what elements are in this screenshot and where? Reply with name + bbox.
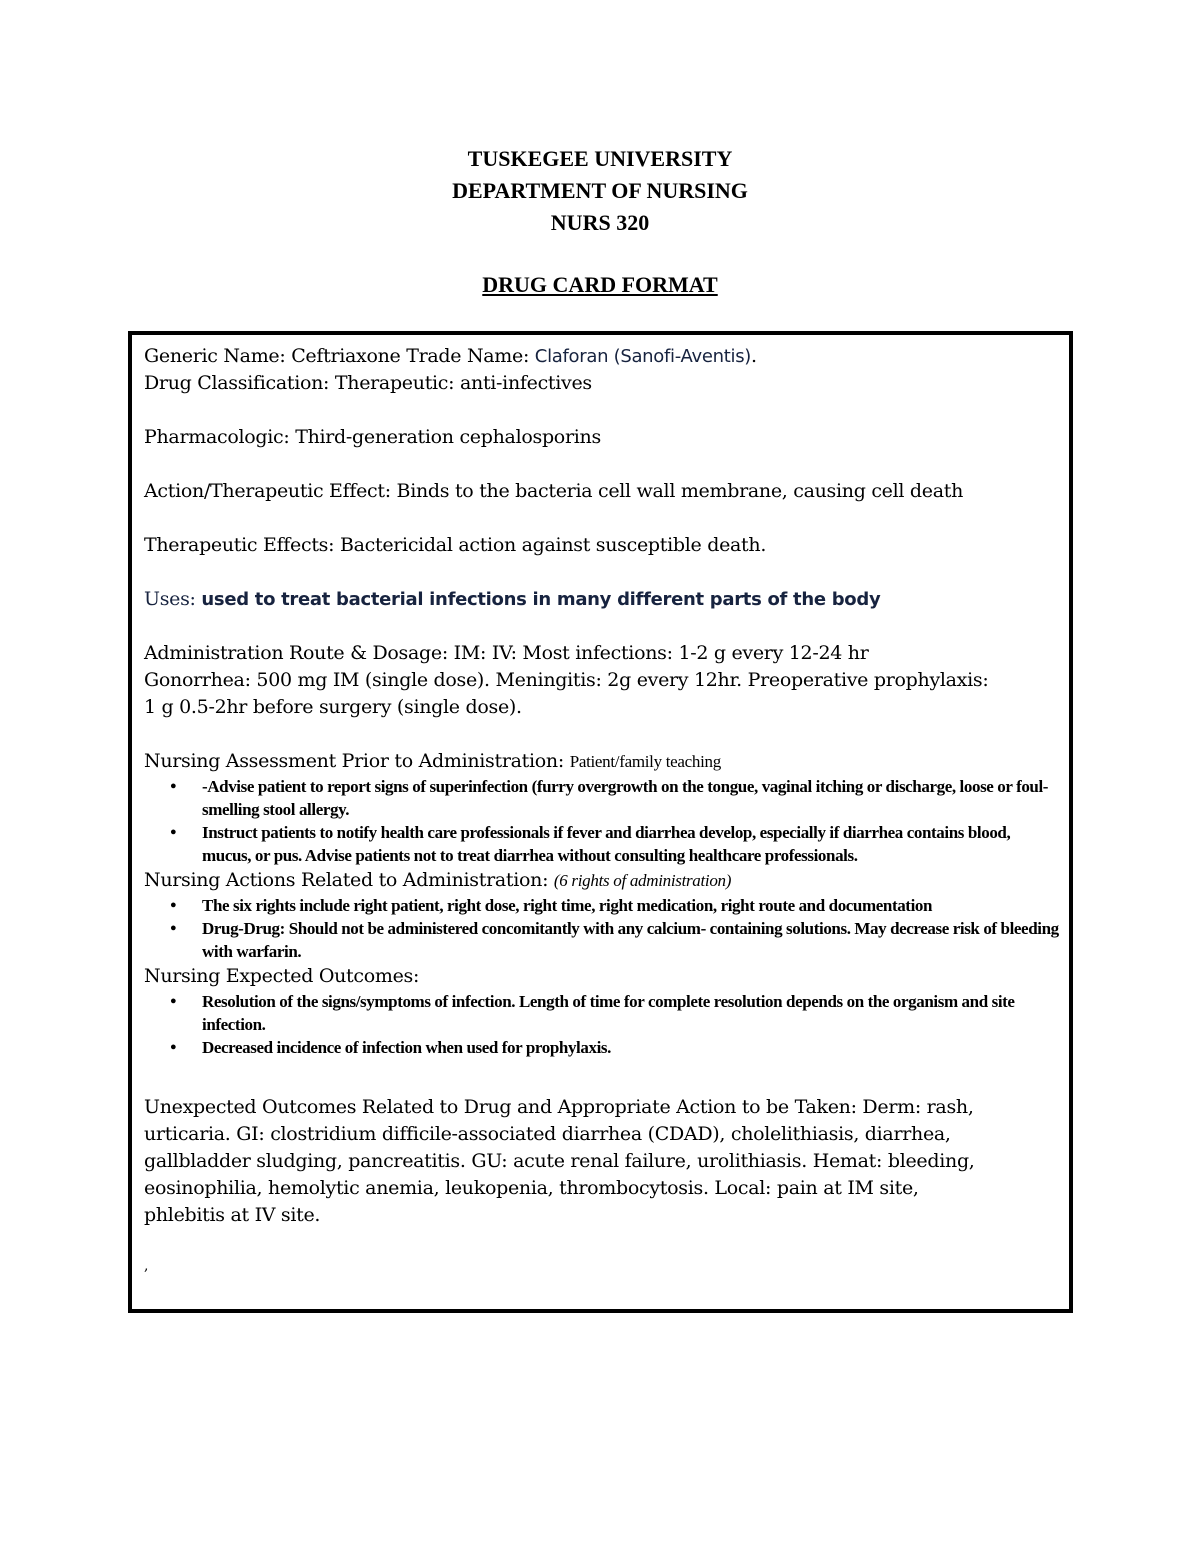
list-item: ● -Advise patient to report signs of superinfection (furry overgrowth on the tongue, vaginal itching or discharge, loose or foul-smelling stool allergy. [202,775,1059,821]
list-item: ● Drug-Drug: Should not be administered concomitantly with any calcium- containing solutions. May decrease risk of bleeding with warfarin. [202,917,1059,963]
uses-value: used to treat bacterial infections in many different parts of the body [201,589,881,610]
document-title: DRUG CARD FORMAT [482,272,718,297]
drug-classification: Drug Classification: Therapeutic: anti-infectives [144,372,592,394]
unexpected-line-5: phlebitis at IV site. [144,1204,321,1226]
list-item: ● Decreased incidence of infection when used for prophylaxis. [202,1036,1059,1059]
department-name: DEPARTMENT OF NURSING [452,178,748,203]
list-item: ● The six rights include right patient, right dose, right time, right medication, right route and documentation [202,894,1059,917]
generic-name-text: Generic Name: Ceftriaxone Trade Name: [144,345,535,367]
therapeutic-effects: Therapeutic Effects: Bactericidal action against susceptible death. [144,534,767,556]
course-code: NURS 320 [550,210,650,235]
assessment-heading [144,748,1059,775]
administration-line-3: 1 g 0.5-2hr before surgery (single dose). [144,696,522,718]
pharmacologic-class: Pharmacologic: Third-generation cephalosporins [144,426,601,448]
document-header [0,143,1200,301]
actions-heading [144,867,1059,894]
unexpected-line-4: eosinophilia, hemolytic anemia, leukopenia, thrombocytosis. Local: pain at IM site, [144,1177,919,1199]
administration-line-2: Gonorrhea: 500 mg IM (single dose). Meningitis: 2g every 12hr. Preoperative prophylaxis: [144,669,989,691]
uses-line [144,586,1059,613]
list-item: ● Resolution of the signs/symptoms of infection. Length of time for complete resolution depends on the organism and site infection. [202,990,1059,1036]
generic-trade-line [144,343,1059,370]
trailing-mark: , [144,1258,149,1274]
unexpected-outcomes [144,1094,1059,1229]
actions-note: (6 rights of administration) [553,871,732,890]
university-name: TUSKEGEE UNIVERSITY [467,146,733,171]
uses-label: Uses: [144,588,202,610]
actions-list [144,894,1059,963]
expected-outcomes-heading: Nursing Expected Outcomes: [144,965,420,987]
expected-outcomes-list [144,990,1059,1059]
list-item: ● Instruct patients to notify health care professionals if fever and diarrhea develop, especially if diarrhea contains blood, mucus, or pus. Advise patients not to treat diarrhea without consulting healthcare professionals. [202,821,1059,867]
assessment-label: Nursing Assessment Prior to Administration: [144,750,570,772]
drug-card [128,331,1073,1313]
assessment-list [144,775,1059,867]
assessment-note: Patient/family teaching [569,752,721,771]
trade-name-value: Claforan (Sanofi-Aventis) [534,346,751,367]
drug-card-content [144,343,1059,1276]
trade-name-suffix: . [751,345,757,367]
action-therapeutic-effect: Action/Therapeutic Effect: Binds to the bacteria cell wall membrane, causing cell death [144,480,964,502]
administration-line-1: Administration Route & Dosage: IM: IV: Most infections: 1-2 g every 12-24 hr [144,642,869,664]
unexpected-line-3: gallbladder sludging, pancreatitis. GU: acute renal failure, urolithiasis. Hemat: bleeding, [144,1150,975,1172]
unexpected-line-1: Unexpected Outcomes Related to Drug and Appropriate Action to be Taken: Derm: rash, [144,1096,974,1118]
actions-label: Nursing Actions Related to Administration: [144,869,554,891]
unexpected-line-2: urticaria. GI: clostridium difficile-associated diarrhea (CDAD), cholelithiasis, diarrhea, [144,1123,951,1145]
